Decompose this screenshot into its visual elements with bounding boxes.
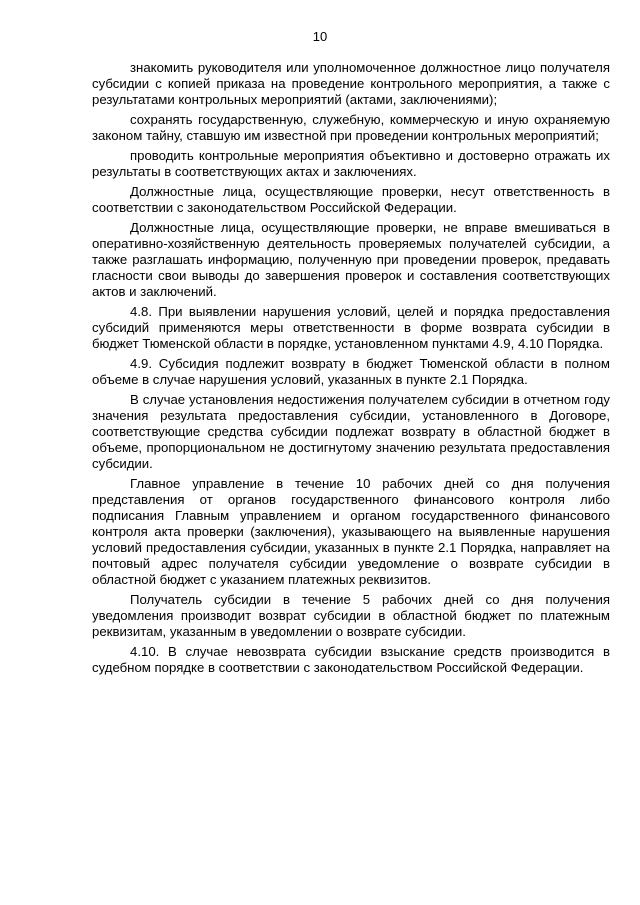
paragraph-responsibility: Должностные лица, осуществляющие проверки, несут ответственность в соответствии с законодательством Российской Федерации.	[92, 184, 610, 215]
paragraph-duty-secrecy: сохранять государственную, служебную, коммерческую и иную охраняемую законом тайну, ставшую им известной при проведении контрольных мероприятий;	[92, 112, 610, 143]
paragraph-4-10: 4.10. В случае невозврата субсидии взыскание средств производится в судебном порядке в соответствии с законодательством Российской Федерации.	[92, 644, 610, 675]
paragraph-refund-term: Получатель субсидии в течение 5 рабочих дней со дня получения уведомления производит возврат субсидии в областной бюджет по платежным реквизитам, указанным в уведомлении о возврате субсидии.	[92, 592, 610, 639]
paragraph-non-interference: Должностные лица, осуществляющие проверки, не вправе вмешиваться в оперативно-хозяйственную деятельность проверяемых получателей субсидии, а также разглашать информацию, полученную при проведении проверок, предавать гласности свои выводы до завершения проверок и составления соответствующих актов и заключений.	[92, 220, 610, 299]
document-body	[92, 60, 610, 680]
paragraph-notification: Главное управление в течение 10 рабочих дней со дня получения представления от органов государственного финансового контроля либо подписания Главным управлением и органом государственного финансового контроля акта проверки (заключения), указывающего на выявленные нарушения условий предоставления субсидии, указанных в пункте 2.1 Порядка, направляет на почтовый адрес получателя субсидии уведомление о возврате субсидии в областной бюджет с указанием платежных реквизитов.	[92, 476, 610, 587]
paragraph-duty-inform: знакомить руководителя или уполномоченное должностное лицо получателя субсидии с копией приказа на проведение контрольного мероприятия, а также с результатами контрольных мероприятий (актами, заключениями);	[92, 60, 610, 107]
page-number: 10	[312, 29, 328, 44]
paragraph-duty-objectivity: проводить контрольные мероприятия объективно и достоверно отражать их результаты в соответствующих актах и заключениях.	[92, 148, 610, 179]
paragraph-4-8: 4.8. При выявлении нарушения условий, целей и порядка предоставления субсидий применяются меры ответственности в форме возврата субсидии в бюджет Тюменской области в порядке, установленном пунктами 4.9, 4.10 Порядка.	[92, 304, 610, 351]
paragraph-4-9: 4.9. Субсидия подлежит возврату в бюджет Тюменской области в полном объеме в случае нарушения условий, указанных в пункте 2.1 Порядка.	[92, 356, 610, 387]
paragraph-result-shortfall: В случае установления недостижения получателем субсидии в отчетном году значения результата предоставления субсидии, установленного в Договоре, соответствующие средства субсидии подлежат возврату в областной бюджет в объеме, пропорциональном не достигнутому значению результата предоставления субсидии.	[92, 392, 610, 471]
